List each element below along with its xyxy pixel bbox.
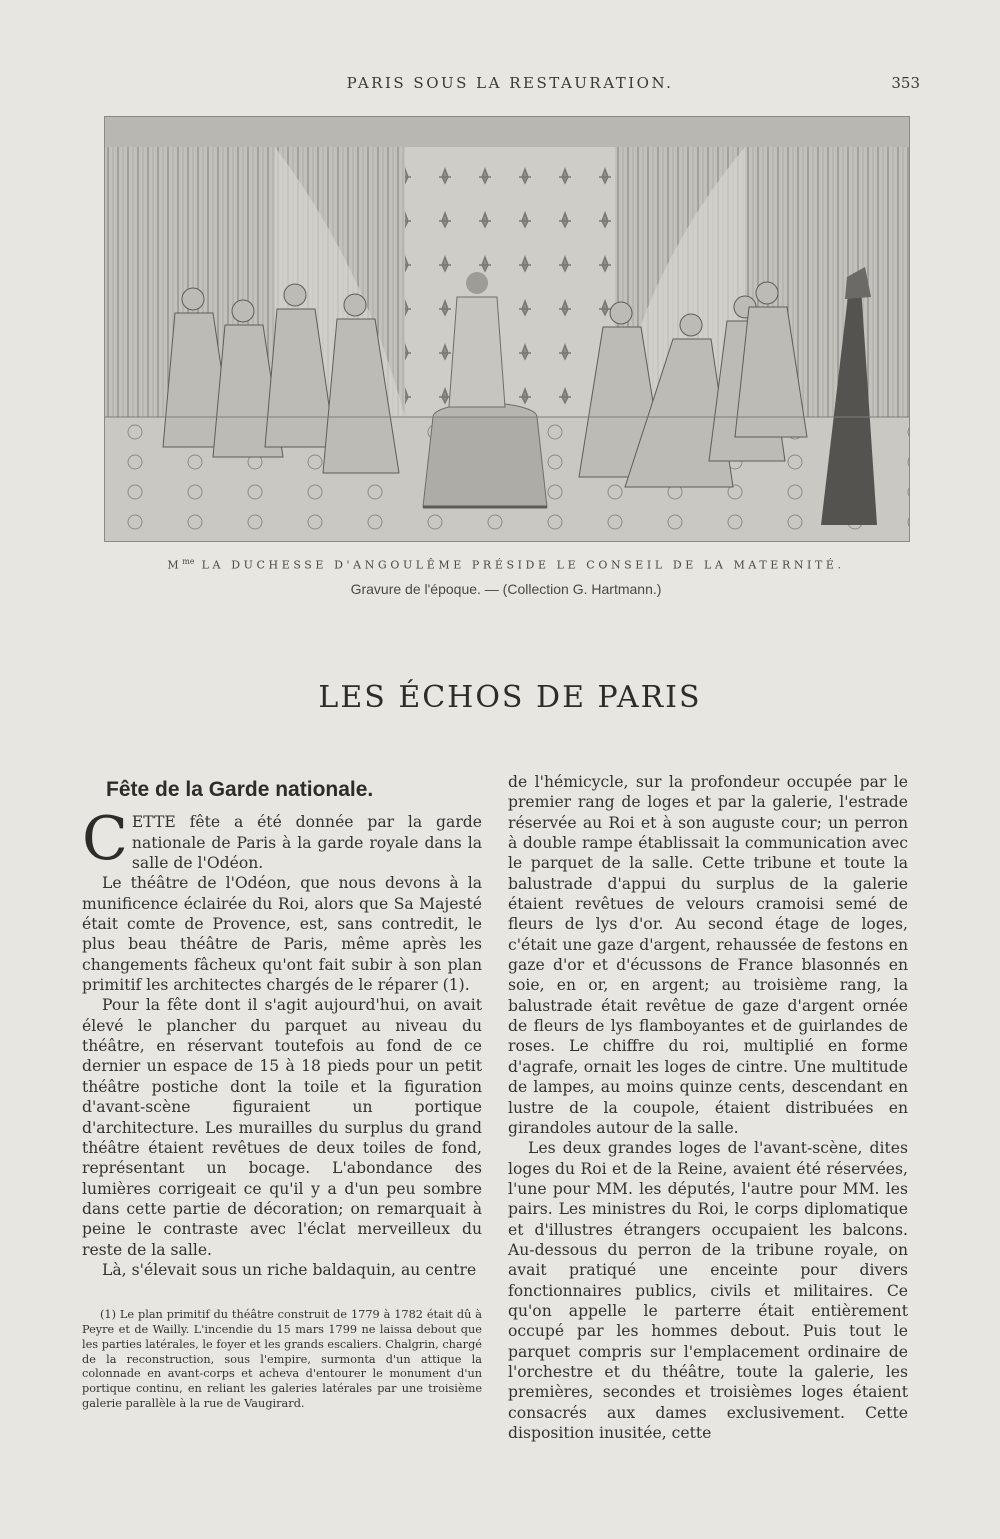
left-column xyxy=(82,772,482,1412)
running-title: PARIS SOUS LA RESTAURATION. xyxy=(346,74,674,92)
paragraph: Le théâtre de l'Odéon, que nous devons à la munificence éclairée du Roi, alors que Sa Majesté était comte de Provence, est, sans contredit, le plus beau théâtre de Paris, même après les changements fâcheux qu'ont fait subir à son plan primitif les architectes chargés de le réparer (1). xyxy=(82,874,482,995)
drop-cap: C xyxy=(82,804,128,875)
engraving-drawing xyxy=(105,117,909,541)
paragraph: Pour la fête dont il s'agit aujourd'hui, on avait élevé le plancher du parquet au niveau du théâtre, en réservant toutefois au fond de ce dernier un espace de 15 à 18 pieds pour un petit théâtre postiche dont la toile et la figuration d'avant-scène figuraient un portique d'architecture. Les murailles du surplus du grand théâtre étaient revêtues de deux toiles de fond, représentant un bocage. L'abondance des lumières corrigeait ce qu'il y a d'un peu sombre dans cette partie de décoration; on remarquait à peine le contraste avec l'éclat merveilleux du reste de la salle. xyxy=(82,996,482,1259)
section-title: LES ÉCHOS DE PARIS xyxy=(318,680,702,715)
paragraph: de l'hémicycle, sur la profondeur occupée par le premier rang de loges et par la galerie, l'estrade réservée au Roi et à son auguste cour; un perron à double rampe établissait la communication avec le parquet de la salle. Cette tribune et toute la balustrade d'appui du surplus de la galerie étaient revêtues de velours cramoisi semé de fleurs de lys d'or. Au second étage de loges, c'était une gaze d'argent, rehaussée de festons en gaze d'or et d'écussons de France blasonnés en soie, en or, en argent; au troisième rang, la balustrade était revêtue de gaze d'argent ornée de fleurs de lys flamboyantes et de guirlandes de roses. Le chiffre du roi, multiplié en forme d'agrafe, ornait les loges de cintre. Une multitude de lampes, au moins quinze cents, descendant en lustre de la coupole, étaient distribuées en girandoles autour de la salle. xyxy=(508,773,908,1137)
figure-caption xyxy=(104,557,908,572)
paragraph: Les deux grandes loges de l'avant-scène, dites loges du Roi et de la Reine, avaient été réservées, l'une pour MM. les députés, l'autre pour MM. les pairs. Les ministres du Roi, le corps diplomatique et d'illustres étrangers occupaient les balcons. Au-dessous du perron de la tribune royale, on avait pratiqué une enceinte pour divers fonctionnaires publics, civils et militaires. Ce qu'on appelle le parterre était entièrement occupé par les hommes debout. Puis tout le parquet compris sur l'emplacement ordinaire de l'orchestre et du théâtre, toute la galerie, les premières, secondes et troisièmes loges étaient consacrés aux dames exclusivement. Cette disposition inusitée, cette xyxy=(508,1139,908,1442)
paragraph: Là, s'élevait sous un riche baldaquin, au centre xyxy=(102,1260,477,1279)
running-head xyxy=(100,74,920,98)
article-subtitle: Fête de la Garde nationale. xyxy=(106,778,374,801)
footnote: (1) Le plan primitif du théâtre construit de 1779 à 1782 était dû à Peyre et de Wailly. L'incendie du 15 mars 1799 ne laissa debout que les parties latérales, le foyer et les grands escaliers. Chalgrin, chargé de la reconstruction, sous l'empire, surmonta d'un attique la colonnade en avant-corps et acheva d'entourer le monument d'un portique continu, en reliant les galeries latérales par une troisième galerie parallèle à la rue de Vaugirard. xyxy=(82,1308,482,1411)
figure-credit: Gravure de l'époque. — (Collection G. Hartmann.) xyxy=(350,581,662,597)
paragraph-text: fête a été donnée par la garde nationale de Paris à la garde royale dans la salle de l'Odéon. xyxy=(131,813,482,873)
first-word-rest: ETTE xyxy=(131,813,176,832)
right-column xyxy=(508,772,908,1443)
page-number: 353 xyxy=(891,74,920,92)
caption-text: LA DUCHESSE D'ANGOULÊME PRÉSIDE LE CONSEIL DE LA MATERNITÉ. xyxy=(194,558,845,572)
engraving-illustration xyxy=(104,116,910,542)
paragraph xyxy=(82,804,482,875)
footnotes xyxy=(82,1308,482,1412)
caption-superscript: me xyxy=(182,557,195,566)
caption-prefix: M xyxy=(167,558,183,572)
